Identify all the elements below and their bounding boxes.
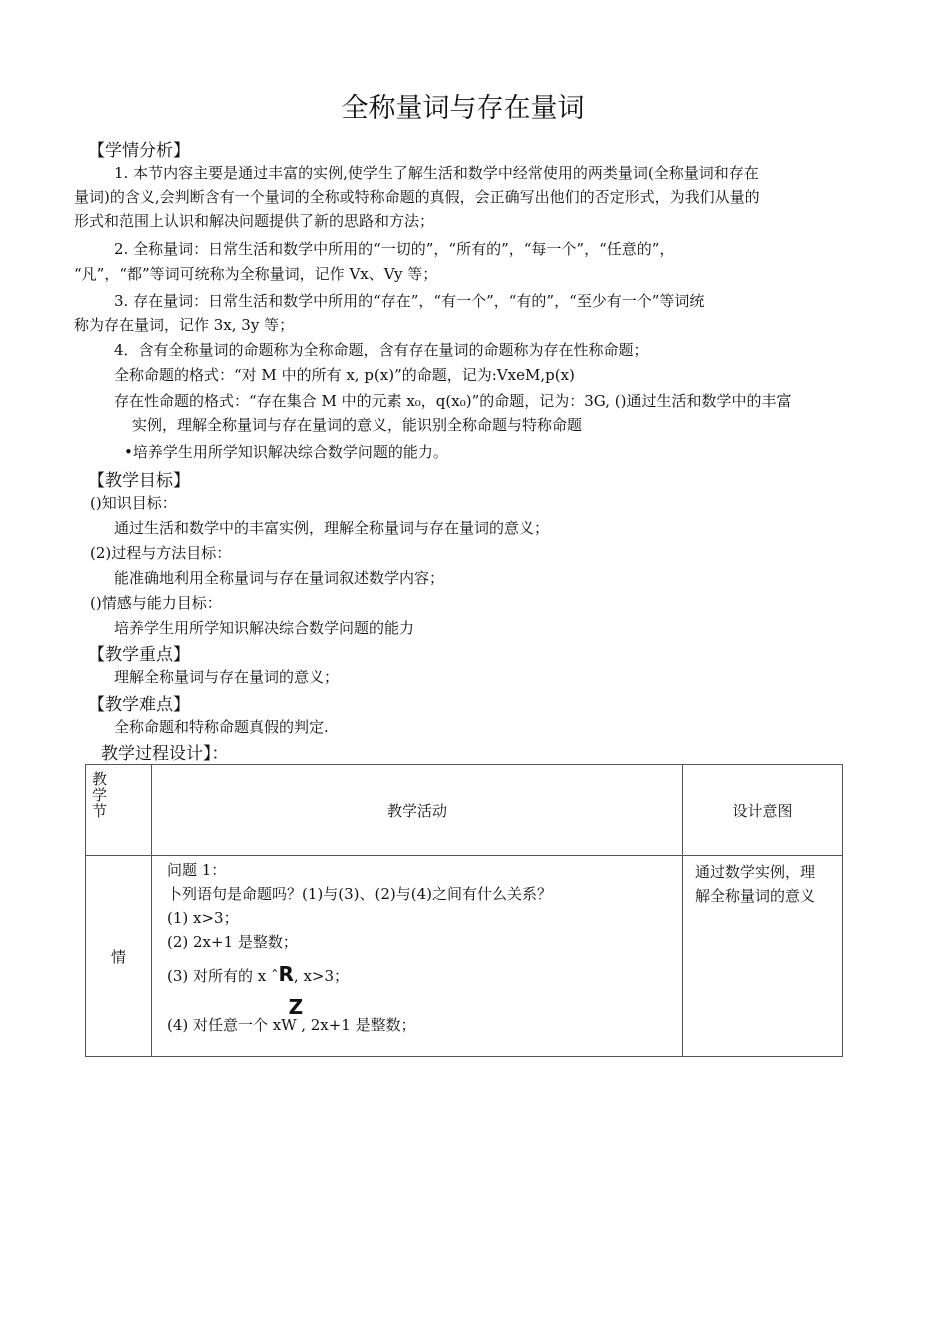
key-points-text: 理解全称量词与存在量词的意义；	[114, 668, 340, 686]
objective-2-text: 能准确地利用全称量词与存在量词叙述数学内容；	[114, 569, 445, 587]
real-numbers-symbol: R	[278, 962, 294, 986]
analysis-paragraph-1-line-2: 量词)的含义,会判断含有一个量词的全称或特称命题的真假，会正确写出他们的否定形式，为我们从量的	[74, 188, 760, 206]
question-item-3-prefix: (3) 对所有的 x ˆ	[167, 967, 279, 985]
objective-1-text: 通过生活和数学中的丰富实例，理解全称量词与存在量词的意义；	[114, 519, 550, 537]
section-heading-key-points: 【教学重点】	[88, 645, 190, 665]
analysis-bullet: •培养学生用所学知识解决综合数学问题的能力。	[124, 443, 448, 461]
analysis-paragraph-3-line-1: 3. 存在量词：日常生活和数学中所用的“存在”，“有一个”，“有的”，“至少有一个”等词统	[114, 292, 705, 310]
header-stage	[86, 765, 152, 856]
question-text: 卜列语句是命题吗？(1)与(3)、(2)与(4)之间有什么关系？	[167, 885, 552, 903]
question-title: 问题 1：	[167, 861, 227, 879]
intent-line-2: 解全称量词的意义	[695, 887, 816, 905]
intent-line-1: 通过数学实例，理	[695, 863, 816, 881]
section-heading-analysis: 【学情分析】	[88, 141, 190, 161]
table-row	[86, 856, 843, 1057]
objective-3-label: ()情感与能力目标：	[90, 594, 222, 612]
analysis-paragraph-3-line-2: 称为存在量词，记作 3x, 3y 等；	[74, 316, 295, 334]
objective-3-text: 培养学生用所学知识解决综合数学问题的能力	[114, 619, 415, 637]
teaching-design-table	[85, 764, 843, 1057]
row-stage: 情	[86, 856, 152, 1057]
analysis-paragraph-1-line-1: 1. 本节内容主要是通过丰富的实例,使学生了解生活和数学中经常使用的两类量词(全称量词和存在	[114, 164, 759, 182]
difficulties-text: 全称命题和特称命题真假的判定.	[114, 718, 329, 736]
analysis-paragraph-2-line-2: “凡”，“都”等词可统称为全称量词，记作 Vx、Vy 等；	[74, 265, 438, 283]
page-title: 全称量词与存在量词	[341, 93, 585, 124]
header-stage-text: 教学节	[92, 770, 108, 820]
question-item-4-suffix: , 2x+1 是整数；	[301, 1016, 416, 1034]
question-item-1: (1) x>3；	[167, 909, 239, 927]
objective-1-label: ()知识目标：	[90, 494, 177, 512]
analysis-paragraph-4: 4．含有全称量词的命题称为全称命题，含有存在量词的命题称为存在性称命题；	[114, 341, 649, 359]
row-intent	[683, 856, 843, 1057]
row-activity	[152, 856, 683, 1057]
question-item-2: (2) 2x+1 是整数；	[167, 933, 298, 951]
design-heading: 教学过程设计】：	[101, 744, 229, 764]
section-heading-objectives: 【教学目标】	[88, 471, 190, 491]
existential-proposition-format-line-2: 实例，理解全称量词与存在量词的意义，能识别全称命题与特称命题	[132, 416, 583, 434]
universal-proposition-format: 全称命题的格式：“对 M 中的所有 x, p(x)”的命题，记为:VxeM,p(x)	[114, 366, 575, 384]
question-item-3-suffix: , x>3；	[293, 967, 350, 985]
question-item-4	[167, 995, 682, 1040]
analysis-paragraph-1-line-3: 形式和范围上认识和解决问题提供了新的思路和方法；	[74, 212, 435, 230]
header-intent: 设计意图	[683, 765, 843, 856]
analysis-paragraph-2-line-1: 2. 全称量词：日常生活和数学中所用的“一切的”，“所有的”，“每一个”，“任意的”，	[114, 240, 675, 258]
question-item-3	[167, 960, 682, 990]
section-heading-difficulties: 【教学难点】	[88, 695, 190, 715]
objective-2-label: (2)过程与方法目标：	[90, 544, 232, 562]
question-item-4-prefix: (4) 对任意一个 xW	[167, 1016, 297, 1034]
existential-proposition-format-line-1: 存在性命题的格式：“存在集合 M 中的元素 x₀，q(x₀)”的命题，记为：3G, ()通过生活和数学中的丰富	[114, 392, 792, 410]
header-activity: 教学活动	[152, 765, 683, 856]
table-header-row	[86, 765, 843, 856]
integers-symbol: Z	[288, 995, 304, 1019]
